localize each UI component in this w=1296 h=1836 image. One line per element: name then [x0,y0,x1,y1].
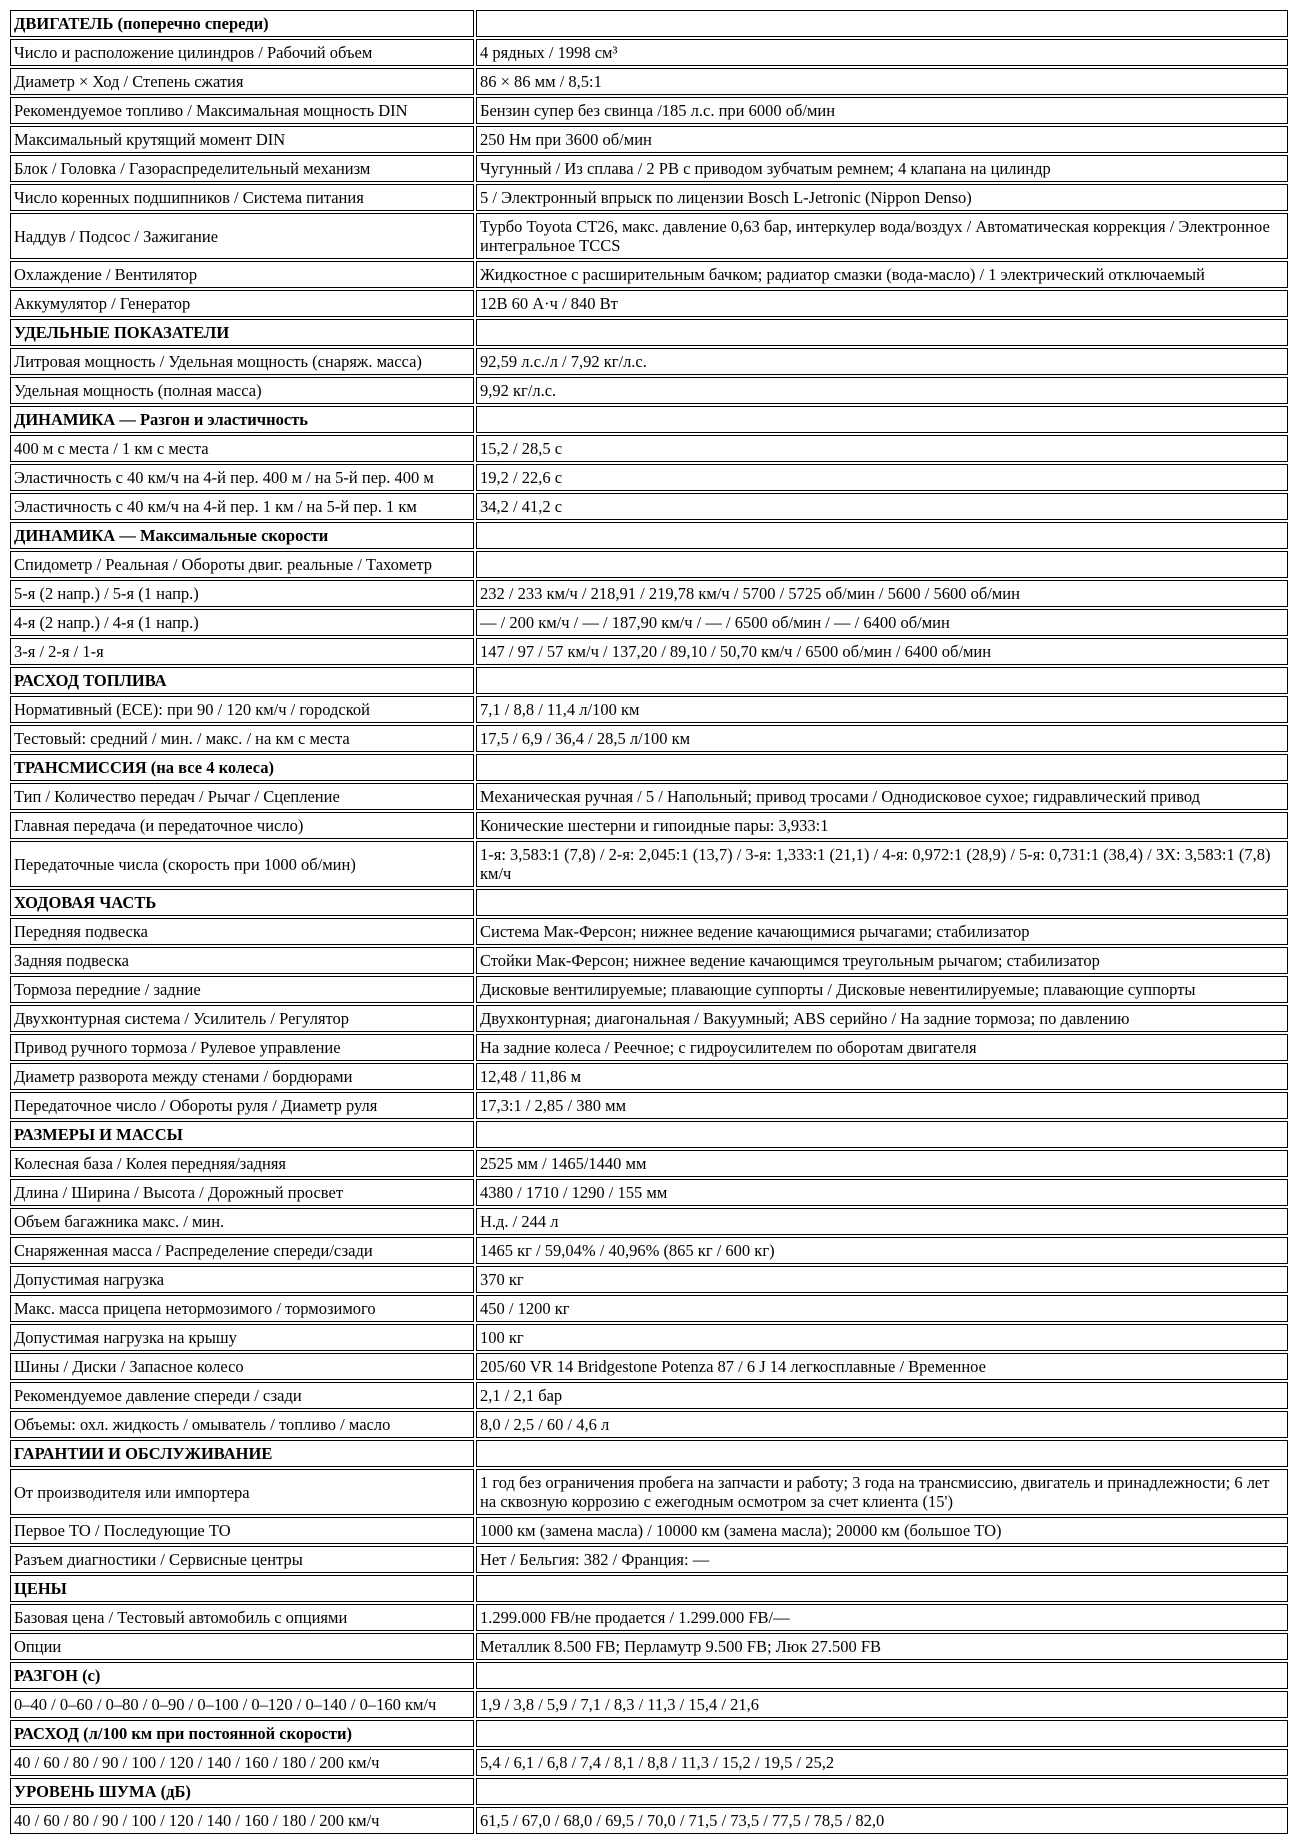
spec-value: На задние колеса / Реечное; с гидроусилителем по оборотам двигателя [476,1034,1288,1061]
spec-value: 12В 60 А·ч / 840 Вт [476,290,1288,317]
spec-row [10,1005,1288,1032]
section-header-row [10,1575,1288,1602]
spec-row [10,184,1288,211]
section-header-row [10,667,1288,694]
spec-label: Шины / Диски / Запасное колесо [10,1353,474,1380]
section-title: РАЗМЕРЫ И МАССЫ [10,1121,474,1148]
spec-value: Чугунный / Из сплава / 2 РВ с приводом зубчатым ремнем; 4 клапана на цилиндр [476,155,1288,182]
section-header-row [10,1662,1288,1689]
spec-value: Жидкостное с расширительным бачком; радиатор смазки (вода-масло) / 1 электрический отключаемый [476,261,1288,288]
spec-value: 19,2 / 22,6 с [476,464,1288,491]
section-header-row [10,754,1288,781]
spec-label: Охлаждение / Вентилятор [10,261,474,288]
spec-value: 17,3:1 / 2,85 / 380 мм [476,1092,1288,1119]
spec-label: Максимальный крутящий момент DIN [10,126,474,153]
spec-label: Литровая мощность / Удельная мощность (снаряж. масса) [10,348,474,375]
spec-row [10,947,1288,974]
spec-value: Н.д. / 244 л [476,1208,1288,1235]
section-title: ТРАНСМИССИЯ (на все 4 колеса) [10,754,474,781]
spec-value: Нет / Бельгия: 382 / Франция: — [476,1546,1288,1573]
section-title: РАСХОД (л/100 км при постоянной скорости) [10,1720,474,1747]
spec-value: 1000 км (замена масла) / 10000 км (замена масла); 20000 км (большое ТО) [476,1517,1288,1544]
section-title: ЦЕНЫ [10,1575,474,1602]
spec-label: Блок / Головка / Газораспределительный механизм [10,155,474,182]
spec-label: Тестовый: средний / мин. / макс. / на км с места [10,725,474,752]
spec-row [10,97,1288,124]
spec-value: 2,1 / 2,1 бар [476,1382,1288,1409]
spec-label: Рекомендуемое давление спереди / сзади [10,1382,474,1409]
spec-row [10,1295,1288,1322]
spec-value: 250 Нм при 3600 об/мин [476,126,1288,153]
spec-value: 17,5 / 6,9 / 36,4 / 28,5 л/100 км [476,725,1288,752]
spec-row [10,1034,1288,1061]
spec-value: 5 / Электронный впрыск по лицензии Bosch L-Jetronic (Nippon Denso) [476,184,1288,211]
spec-label: Число коренных подшипников / Система питания [10,184,474,211]
spec-row [10,1179,1288,1206]
section-empty-cell [476,1662,1288,1689]
spec-value: 205/60 VR 14 Bridgestone Potenza 87 / 6 J 14 легкосплавные / Временное [476,1353,1288,1380]
spec-label: Аккумулятор / Генератор [10,290,474,317]
spec-value: 5,4 / 6,1 / 6,8 / 7,4 / 8,1 / 8,8 / 11,3 / 15,2 / 19,5 / 25,2 [476,1749,1288,1776]
section-empty-cell [476,754,1288,781]
spec-label: Задняя подвеска [10,947,474,974]
spec-row [10,976,1288,1003]
section-header-row [10,406,1288,433]
spec-label: Диаметр × Ход / Степень сжатия [10,68,474,95]
spec-row [10,1807,1288,1834]
spec-value: 86 × 86 мм / 8,5:1 [476,68,1288,95]
spec-row [10,1633,1288,1660]
spec-value: — / 200 км/ч / — / 187,90 км/ч / — / 6500 об/мин / — / 6400 об/мин [476,609,1288,636]
section-empty-cell [476,406,1288,433]
spec-label: Рекомендуемое топливо / Максимальная мощность DIN [10,97,474,124]
section-empty-cell [476,667,1288,694]
spec-label: От производителя или импортера [10,1469,474,1515]
spec-label: Снаряженная масса / Распределение спереди/сзади [10,1237,474,1264]
spec-value: Бензин супер без свинца /185 л.с. при 6000 об/мин [476,97,1288,124]
spec-row [10,638,1288,665]
spec-value: Механическая ручная / 5 / Напольный; привод тросами / Однодисковое сухое; гидравлический привод [476,783,1288,810]
spec-label: Тормоза передние / задние [10,976,474,1003]
spec-label: Колесная база / Колея передняя/задняя [10,1150,474,1177]
spec-row [10,783,1288,810]
spec-value: 370 кг [476,1266,1288,1293]
spec-value: 9,92 кг/л.с. [476,377,1288,404]
spec-label: 3-я / 2-я / 1-я [10,638,474,665]
spec-label: Длина / Ширина / Высота / Дорожный просвет [10,1179,474,1206]
spec-value: 232 / 233 км/ч / 218,91 / 219,78 км/ч / 5700 / 5725 об/мин / 5600 / 5600 об/мин [476,580,1288,607]
spec-label: Передаточное число / Обороты руля / Диаметр руля [10,1092,474,1119]
spec-label: 40 / 60 / 80 / 90 / 100 / 120 / 140 / 160 / 180 / 200 км/ч [10,1807,474,1834]
section-header-row [10,10,1288,37]
spec-row [10,1469,1288,1515]
section-empty-cell [476,522,1288,549]
section-empty-cell [476,1440,1288,1467]
spec-value: 12,48 / 11,86 м [476,1063,1288,1090]
section-title: УРОВЕНЬ ШУМА (дБ) [10,1778,474,1805]
spec-label: Базовая цена / Тестовый автомобиль с опциями [10,1604,474,1631]
section-header-row [10,319,1288,346]
section-title: ГАРАНТИИ И ОБСЛУЖИВАНИЕ [10,1440,474,1467]
spec-row [10,696,1288,723]
spec-value: Металлик 8.500 FB; Перламутр 9.500 FB; Люк 27.500 FB [476,1633,1288,1660]
spec-row [10,493,1288,520]
spec-row [10,1208,1288,1235]
spec-row [10,1353,1288,1380]
section-empty-cell [476,1575,1288,1602]
spec-row [10,841,1288,887]
spec-value: 1,9 / 3,8 / 5,9 / 7,1 / 8,3 / 11,3 / 15,4 / 21,6 [476,1691,1288,1718]
spec-value: 1.299.000 FB/не продается / 1.299.000 FB/— [476,1604,1288,1631]
spec-row [10,1237,1288,1264]
spec-value: Турбо Toyota CT26, макс. давление 0,63 бар, интеркулер вода/воздух / Автоматическая коррекция / Электронное интегральное TCCS [476,213,1288,259]
spec-row [10,1517,1288,1544]
spec-label: Передняя подвеска [10,918,474,945]
section-title: РАСХОД ТОПЛИВА [10,667,474,694]
spec-label: Наддув / Подсос / Зажигание [10,213,474,259]
spec-label: Нормативный (ЕСЕ): при 90 / 120 км/ч / городской [10,696,474,723]
spec-value: 1-я: 3,583:1 (7,8) / 2-я: 2,045:1 (13,7) / 3-я: 1,333:1 (21,1) / 4-я: 0,972:1 (28,9) / 5-я: 0,731:1 (38,4) / ЗХ: 3,583:1 (7,8) км/ч [476,841,1288,887]
spec-row [10,435,1288,462]
spec-value: 15,2 / 28,5 с [476,435,1288,462]
spec-label: Объем багажника макс. / мин. [10,1208,474,1235]
spec-value [476,551,1288,578]
spec-row [10,464,1288,491]
spec-row [10,1691,1288,1718]
spec-value: Конические шестерни и гипоидные пары: 3,933:1 [476,812,1288,839]
spec-value: 7,1 / 8,8 / 11,4 л/100 км [476,696,1288,723]
spec-label: Эластичность с 40 км/ч на 4-й пер. 1 км / на 5-й пер. 1 км [10,493,474,520]
spec-value: 450 / 1200 кг [476,1295,1288,1322]
spec-row [10,551,1288,578]
section-header-row [10,1720,1288,1747]
section-empty-cell [476,889,1288,916]
section-title: ДВИГАТЕЛЬ (поперечно спереди) [10,10,474,37]
spec-row [10,1324,1288,1351]
spec-row [10,155,1288,182]
section-title: УДЕЛЬНЫЕ ПОКАЗАТЕЛИ [10,319,474,346]
spec-label: Первое ТО / Последующие ТО [10,1517,474,1544]
spec-row [10,261,1288,288]
spec-value: 4 рядных / 1998 см³ [476,39,1288,66]
spec-label: Допустимая нагрузка [10,1266,474,1293]
spec-value: 92,59 л.с./л / 7,92 кг/л.с. [476,348,1288,375]
spec-row [10,609,1288,636]
spec-label: Диаметр разворота между стенами / бордюрами [10,1063,474,1090]
section-empty-cell [476,1778,1288,1805]
section-empty-cell [476,10,1288,37]
spec-value: 4380 / 1710 / 1290 / 155 мм [476,1179,1288,1206]
section-title: РАЗГОН (с) [10,1662,474,1689]
spec-row [10,126,1288,153]
spec-label: 40 / 60 / 80 / 90 / 100 / 120 / 140 / 160 / 180 / 200 км/ч [10,1749,474,1776]
section-header-row [10,522,1288,549]
spec-row [10,1411,1288,1438]
spec-row [10,918,1288,945]
spec-label: Число и расположение цилиндров / Рабочий объем [10,39,474,66]
spec-row [10,1546,1288,1573]
spec-row [10,348,1288,375]
spec-row [10,725,1288,752]
spec-row [10,39,1288,66]
section-title: ХОДОВАЯ ЧАСТЬ [10,889,474,916]
spec-label: Макс. масса прицепа нетормозимого / тормозимого [10,1295,474,1322]
spec-row [10,377,1288,404]
spec-row [10,812,1288,839]
spec-row [10,1092,1288,1119]
spec-label: 5-я (2 напр.) / 5-я (1 напр.) [10,580,474,607]
spec-value: 100 кг [476,1324,1288,1351]
spec-row [10,68,1288,95]
spec-table-body [10,10,1288,1834]
spec-value: Стойки Мак-Ферсон; нижнее ведение качающимся треугольным рычагом; стабилизатор [476,947,1288,974]
spec-label: 400 м с места / 1 км с места [10,435,474,462]
spec-row [10,580,1288,607]
spec-row [10,1749,1288,1776]
spec-label: Допустимая нагрузка на крышу [10,1324,474,1351]
spec-value: 61,5 / 67,0 / 68,0 / 69,5 / 70,0 / 71,5 / 73,5 / 77,5 / 78,5 / 82,0 [476,1807,1288,1834]
spec-label: Разъем диагностики / Сервисные центры [10,1546,474,1573]
section-header-row [10,1778,1288,1805]
section-empty-cell [476,1121,1288,1148]
spec-label: Спидометр / Реальная / Обороты двиг. реальные / Тахометр [10,551,474,578]
spec-label: Удельная мощность (полная масса) [10,377,474,404]
spec-label: Тип / Количество передач / Рычаг / Сцепление [10,783,474,810]
spec-label: 0–40 / 0–60 / 0–80 / 0–90 / 0–100 / 0–120 / 0–140 / 0–160 км/ч [10,1691,474,1718]
spec-label: Главная передача (и передаточное число) [10,812,474,839]
spec-label: Эластичность с 40 км/ч на 4-й пер. 400 м / на 5-й пер. 400 м [10,464,474,491]
spec-value: Двухконтурная; диагональная / Вакуумный; ABS серийно / На задние тормоза; по давлению [476,1005,1288,1032]
spec-row [10,213,1288,259]
spec-row [10,1604,1288,1631]
section-header-row [10,1440,1288,1467]
spec-value: 34,2 / 41,2 с [476,493,1288,520]
spec-row [10,1150,1288,1177]
section-header-row [10,889,1288,916]
spec-row [10,1266,1288,1293]
spec-table [8,8,1290,1836]
spec-label: 4-я (2 напр.) / 4-я (1 напр.) [10,609,474,636]
spec-value: 1465 кг / 59,04% / 40,96% (865 кг / 600 кг) [476,1237,1288,1264]
spec-label: Передаточные числа (скорость при 1000 об/мин) [10,841,474,887]
spec-value: 147 / 97 / 57 км/ч / 137,20 / 89,10 / 50,70 км/ч / 6500 об/мин / 6400 об/мин [476,638,1288,665]
section-title: ДИНАМИКА — Максимальные скорости [10,522,474,549]
spec-label: Опции [10,1633,474,1660]
spec-label: Объемы: охл. жидкость / омыватель / топливо / масло [10,1411,474,1438]
section-empty-cell [476,319,1288,346]
section-title: ДИНАМИКА — Разгон и эластичность [10,406,474,433]
spec-value: Дисковые вентилируемые; плавающие суппорты / Дисковые невентилируемые; плавающие суппорты [476,976,1288,1003]
spec-value: 1 год без ограничения пробега на запчасти и работу; 3 года на трансмиссию, двигатель и принадлежности; 6 лет на сквозную коррозию с ежегодным осмотром за счет клиента (15') [476,1469,1288,1515]
spec-row [10,1382,1288,1409]
section-empty-cell [476,1720,1288,1747]
spec-row [10,1063,1288,1090]
spec-label: Привод ручного тормоза / Рулевое управление [10,1034,474,1061]
spec-label: Двухконтурная система / Усилитель / Регулятор [10,1005,474,1032]
section-header-row [10,1121,1288,1148]
spec-value: 8,0 / 2,5 / 60 / 4,6 л [476,1411,1288,1438]
spec-value: Система Мак-Ферсон; нижнее ведение качающимися рычагами; стабилизатор [476,918,1288,945]
spec-row [10,290,1288,317]
spec-value: 2525 мм / 1465/1440 мм [476,1150,1288,1177]
